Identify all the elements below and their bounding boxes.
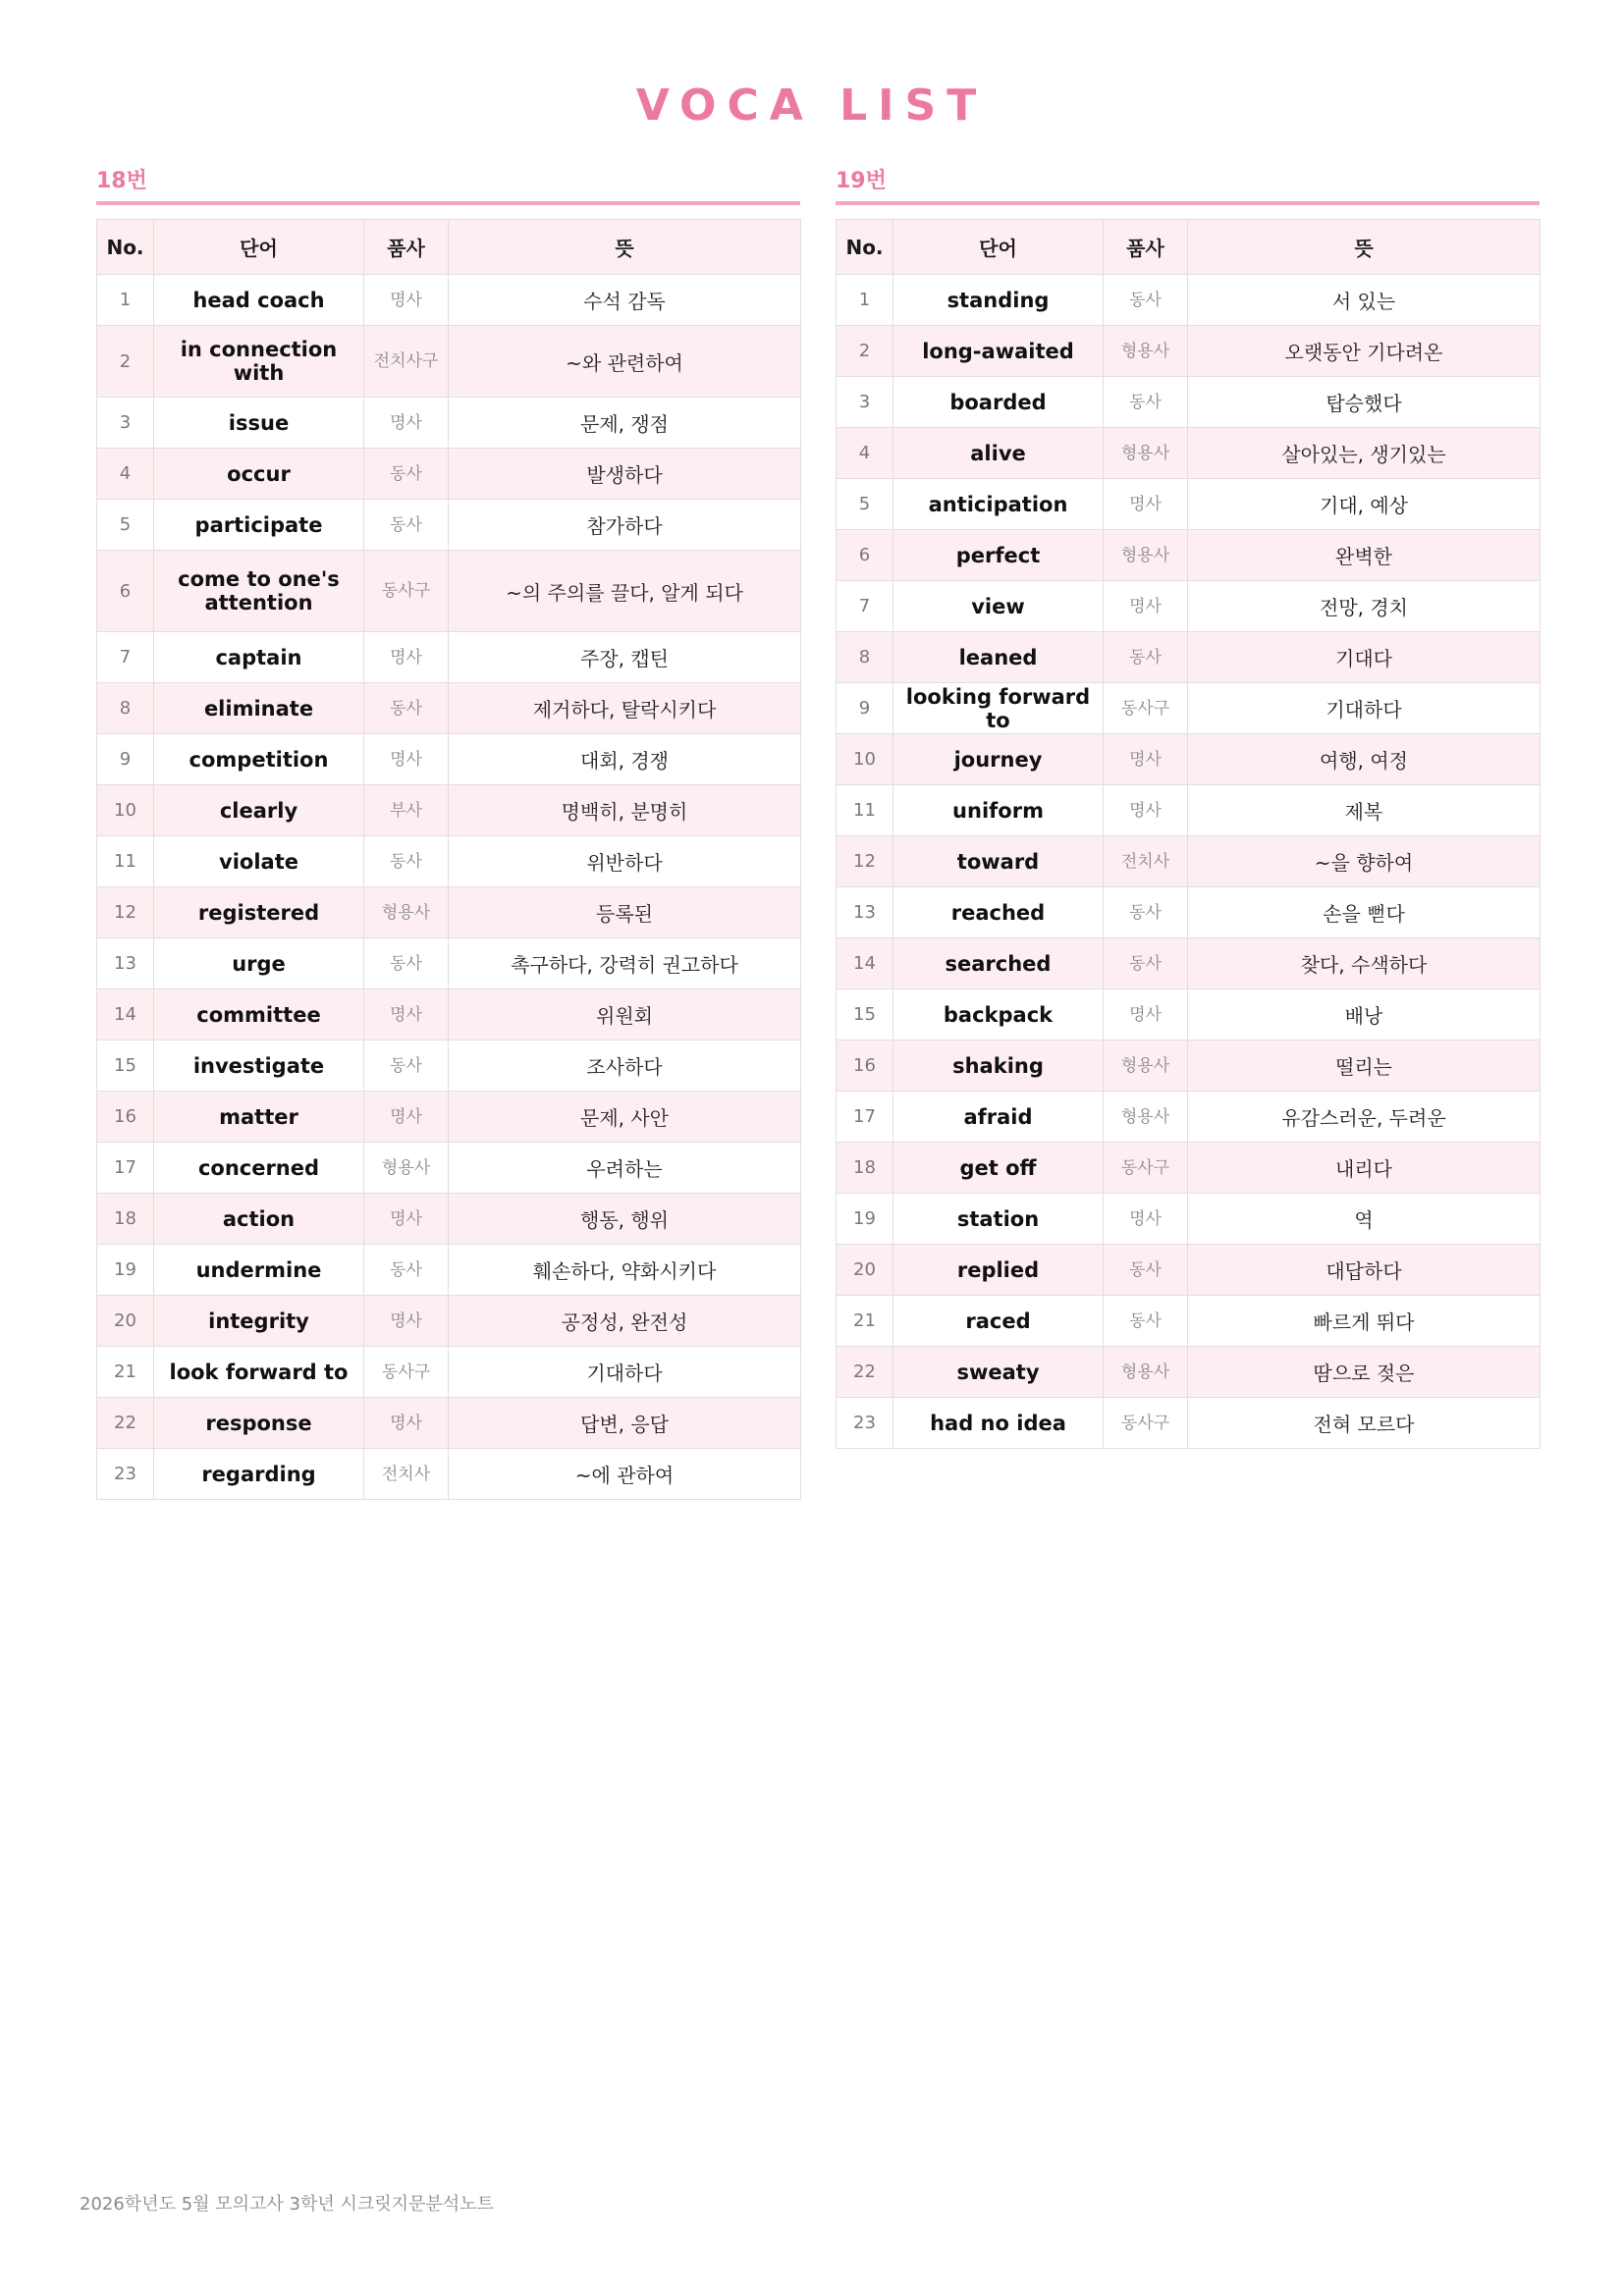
row-meaning: 참가하다 (449, 500, 801, 551)
row-meaning: 촉구하다, 강력히 권고하다 (449, 938, 801, 989)
row-word: leaned (893, 632, 1104, 683)
table-row (837, 938, 1541, 989)
table-row (837, 785, 1541, 836)
row-word: clearly (154, 785, 364, 836)
row-no: 14 (837, 938, 893, 989)
row-no: 23 (97, 1449, 154, 1500)
row-no: 7 (837, 581, 893, 632)
row-no: 18 (97, 1194, 154, 1245)
header-word: 단어 (893, 220, 1104, 275)
row-word: come to one's attention (154, 551, 364, 632)
table-row (97, 1245, 801, 1296)
page-title: VOCA LIST (635, 80, 988, 131)
row-meaning: 행동, 행위 (449, 1194, 801, 1245)
row-pos: 동사구 (1104, 1398, 1188, 1449)
row-meaning: 찾다, 수색하다 (1188, 938, 1541, 989)
row-word: perfect (893, 530, 1104, 581)
table-row (97, 326, 801, 398)
row-word: anticipation (893, 479, 1104, 530)
table-row (837, 581, 1541, 632)
row-pos: 형용사 (364, 887, 449, 938)
row-no: 5 (97, 500, 154, 551)
row-meaning: 배낭 (1188, 989, 1541, 1041)
row-word: committee (154, 989, 364, 1041)
row-meaning: 내리다 (1188, 1143, 1541, 1194)
row-word: looking forward to (893, 683, 1104, 734)
table-row (97, 1041, 801, 1092)
row-no: 2 (837, 326, 893, 377)
row-meaning: 답변, 응답 (449, 1398, 801, 1449)
table-header-row (97, 220, 801, 275)
row-no: 10 (97, 785, 154, 836)
table-row (837, 683, 1541, 734)
row-word: long-awaited (893, 326, 1104, 377)
row-pos: 명사 (364, 1296, 449, 1347)
row-meaning: 대답하다 (1188, 1245, 1541, 1296)
row-word: undermine (154, 1245, 364, 1296)
row-meaning: 여행, 여정 (1188, 734, 1541, 785)
header-meaning: 뜻 (1188, 220, 1541, 275)
row-pos: 동사구 (364, 551, 449, 632)
row-no: 15 (97, 1041, 154, 1092)
table-row (837, 1194, 1541, 1245)
section-18 (96, 165, 800, 1500)
row-word: uniform (893, 785, 1104, 836)
table-row (97, 1398, 801, 1449)
row-word: raced (893, 1296, 1104, 1347)
row-meaning: 기대다 (1188, 632, 1541, 683)
row-meaning: 기대하다 (1188, 683, 1541, 734)
row-pos: 명사 (364, 1194, 449, 1245)
table-row (837, 1296, 1541, 1347)
row-pos: 명사 (364, 275, 449, 326)
row-pos: 동사 (364, 500, 449, 551)
row-word: alive (893, 428, 1104, 479)
table-row (97, 836, 801, 887)
table-row (97, 1194, 801, 1245)
row-no: 22 (837, 1347, 893, 1398)
row-meaning: 수석 감독 (449, 275, 801, 326)
row-no: 16 (837, 1041, 893, 1092)
row-pos: 동사 (1104, 938, 1188, 989)
row-meaning: 위반하다 (449, 836, 801, 887)
row-no: 17 (97, 1143, 154, 1194)
row-no: 21 (837, 1296, 893, 1347)
row-meaning: ~와 관련하여 (449, 326, 801, 398)
row-meaning: 빠르게 뛰다 (1188, 1296, 1541, 1347)
row-pos: 동사 (1104, 1296, 1188, 1347)
row-no: 11 (837, 785, 893, 836)
row-word: participate (154, 500, 364, 551)
row-no: 17 (837, 1092, 893, 1143)
row-pos: 명사 (364, 1092, 449, 1143)
table-row (97, 500, 801, 551)
row-pos: 부사 (364, 785, 449, 836)
row-no: 1 (97, 275, 154, 326)
page-footer: 2026학년도 5월 모의고사 3학년 시크릿지문분석노트 (80, 2194, 494, 2215)
row-word: urge (154, 938, 364, 989)
header-pos: 품사 (1104, 220, 1188, 275)
row-no: 18 (837, 1143, 893, 1194)
row-no: 13 (97, 938, 154, 989)
row-pos: 형용사 (1104, 1041, 1188, 1092)
row-pos: 명사 (364, 632, 449, 683)
row-no: 23 (837, 1398, 893, 1449)
table-row (837, 1398, 1541, 1449)
row-meaning: 공정성, 완전성 (449, 1296, 801, 1347)
row-meaning: 발생하다 (449, 449, 801, 500)
row-pos: 전치사 (364, 1449, 449, 1500)
row-word: competition (154, 734, 364, 785)
row-word: integrity (154, 1296, 364, 1347)
row-word: investigate (154, 1041, 364, 1092)
row-no: 4 (837, 428, 893, 479)
row-pos: 동사 (1104, 632, 1188, 683)
row-meaning: 명백히, 분명히 (449, 785, 801, 836)
row-no: 8 (837, 632, 893, 683)
row-word: eliminate (154, 683, 364, 734)
header-no: No. (97, 220, 154, 275)
row-pos: 동사 (364, 1041, 449, 1092)
row-pos: 명사 (1104, 785, 1188, 836)
row-meaning: 훼손하다, 약화시키다 (449, 1245, 801, 1296)
row-word: occur (154, 449, 364, 500)
table-row (837, 1041, 1541, 1092)
row-meaning: 땀으로 젖은 (1188, 1347, 1541, 1398)
row-pos: 동사구 (1104, 1143, 1188, 1194)
table-row (97, 398, 801, 449)
row-word: concerned (154, 1143, 364, 1194)
row-meaning: 제거하다, 탈락시키다 (449, 683, 801, 734)
vocab-table (96, 219, 801, 1500)
table-row (97, 1347, 801, 1398)
row-word: issue (154, 398, 364, 449)
table-row (837, 989, 1541, 1041)
row-no: 1 (837, 275, 893, 326)
table-row (97, 275, 801, 326)
table-row (837, 479, 1541, 530)
row-word: response (154, 1398, 364, 1449)
row-pos: 동사 (364, 938, 449, 989)
table-row (837, 377, 1541, 428)
row-no: 22 (97, 1398, 154, 1449)
row-no: 19 (97, 1245, 154, 1296)
row-word: regarding (154, 1449, 364, 1500)
section-divider (836, 201, 1540, 205)
row-meaning: 조사하다 (449, 1041, 801, 1092)
table-header-row (837, 220, 1541, 275)
row-meaning: ~에 관하여 (449, 1449, 801, 1500)
row-no: 13 (837, 887, 893, 938)
table-row (97, 989, 801, 1041)
header-meaning: 뜻 (449, 220, 801, 275)
row-meaning: 대회, 경쟁 (449, 734, 801, 785)
row-word: standing (893, 275, 1104, 326)
section-title: 19번 (836, 169, 887, 193)
table-row (97, 683, 801, 734)
row-meaning: 문제, 쟁점 (449, 398, 801, 449)
row-word: journey (893, 734, 1104, 785)
row-pos: 형용사 (1104, 428, 1188, 479)
row-pos: 형용사 (1104, 530, 1188, 581)
row-no: 20 (97, 1296, 154, 1347)
row-word: in connection with (154, 326, 364, 398)
row-no: 8 (97, 683, 154, 734)
row-no: 5 (837, 479, 893, 530)
row-no: 9 (837, 683, 893, 734)
row-meaning: 살아있는, 생기있는 (1188, 428, 1541, 479)
row-word: had no idea (893, 1398, 1104, 1449)
row-meaning: 제복 (1188, 785, 1541, 836)
row-pos: 명사 (1104, 479, 1188, 530)
row-meaning: ~을 향하여 (1188, 836, 1541, 887)
row-no: 21 (97, 1347, 154, 1398)
row-word: head coach (154, 275, 364, 326)
row-meaning: 전혀 모르다 (1188, 1398, 1541, 1449)
row-pos: 명사 (1104, 734, 1188, 785)
row-pos: 동사 (1104, 377, 1188, 428)
row-word: look forward to (154, 1347, 364, 1398)
row-pos: 형용사 (364, 1143, 449, 1194)
row-pos: 명사 (1104, 1194, 1188, 1245)
row-no: 6 (837, 530, 893, 581)
table-row (837, 428, 1541, 479)
row-no: 4 (97, 449, 154, 500)
row-word: get off (893, 1143, 1104, 1194)
row-pos: 명사 (364, 1398, 449, 1449)
row-pos: 형용사 (1104, 326, 1188, 377)
row-meaning: 우려하는 (449, 1143, 801, 1194)
section-title: 18번 (96, 169, 147, 193)
table-row (97, 1296, 801, 1347)
row-meaning: 전망, 경치 (1188, 581, 1541, 632)
table-row (97, 785, 801, 836)
row-no: 14 (97, 989, 154, 1041)
row-word: matter (154, 1092, 364, 1143)
table-row (97, 449, 801, 500)
header-no: No. (837, 220, 893, 275)
section-19 (836, 165, 1540, 1449)
row-pos: 동사 (364, 1245, 449, 1296)
row-pos: 동사 (1104, 1245, 1188, 1296)
row-no: 20 (837, 1245, 893, 1296)
row-no: 12 (837, 836, 893, 887)
row-meaning: ~의 주의를 끌다, 알게 되다 (449, 551, 801, 632)
row-no: 11 (97, 836, 154, 887)
row-word: shaking (893, 1041, 1104, 1092)
table-row (837, 1092, 1541, 1143)
row-word: toward (893, 836, 1104, 887)
row-no: 9 (97, 734, 154, 785)
row-meaning: 기대하다 (449, 1347, 801, 1398)
section-divider (96, 201, 800, 205)
row-pos: 동사 (364, 683, 449, 734)
table-row (837, 1143, 1541, 1194)
table-row (837, 887, 1541, 938)
table-row (837, 632, 1541, 683)
row-word: boarded (893, 377, 1104, 428)
row-word: captain (154, 632, 364, 683)
vocab-table (836, 219, 1541, 1449)
table-row (97, 938, 801, 989)
row-meaning: 위원회 (449, 989, 801, 1041)
table-row (97, 887, 801, 938)
row-no: 10 (837, 734, 893, 785)
table-row (97, 1143, 801, 1194)
row-meaning: 서 있는 (1188, 275, 1541, 326)
table-row (97, 734, 801, 785)
row-pos: 전치사 (1104, 836, 1188, 887)
table-row (97, 1449, 801, 1500)
row-word: searched (893, 938, 1104, 989)
row-word: replied (893, 1245, 1104, 1296)
row-meaning: 문제, 사안 (449, 1092, 801, 1143)
row-no: 12 (97, 887, 154, 938)
table-row (837, 734, 1541, 785)
row-word: action (154, 1194, 364, 1245)
row-no: 2 (97, 326, 154, 398)
table-row (97, 632, 801, 683)
row-pos: 형용사 (1104, 1092, 1188, 1143)
row-word: backpack (893, 989, 1104, 1041)
row-no: 7 (97, 632, 154, 683)
row-word: registered (154, 887, 364, 938)
table-row (837, 275, 1541, 326)
table-row (837, 1245, 1541, 1296)
row-pos: 명사 (1104, 989, 1188, 1041)
row-pos: 동사 (364, 449, 449, 500)
table-row (837, 530, 1541, 581)
row-meaning: 떨리는 (1188, 1041, 1541, 1092)
header-pos: 품사 (364, 220, 449, 275)
row-word: view (893, 581, 1104, 632)
table-row (97, 1092, 801, 1143)
row-meaning: 주장, 캡틴 (449, 632, 801, 683)
row-meaning: 역 (1188, 1194, 1541, 1245)
table-row (837, 1347, 1541, 1398)
table-row (97, 551, 801, 632)
row-no: 16 (97, 1092, 154, 1143)
row-word: station (893, 1194, 1104, 1245)
row-no: 3 (97, 398, 154, 449)
row-meaning: 완벽한 (1188, 530, 1541, 581)
row-no: 15 (837, 989, 893, 1041)
row-meaning: 손을 뻗다 (1188, 887, 1541, 938)
row-pos: 명사 (364, 734, 449, 785)
table-row (837, 836, 1541, 887)
table-row (837, 326, 1541, 377)
row-meaning: 탑승했다 (1188, 377, 1541, 428)
row-no: 3 (837, 377, 893, 428)
row-pos: 명사 (364, 398, 449, 449)
row-pos: 동사 (364, 836, 449, 887)
row-pos: 동사 (1104, 887, 1188, 938)
row-word: sweaty (893, 1347, 1104, 1398)
row-pos: 명사 (1104, 581, 1188, 632)
row-pos: 동사 (1104, 275, 1188, 326)
row-meaning: 기대, 예상 (1188, 479, 1541, 530)
row-pos: 전치사구 (364, 326, 449, 398)
row-pos: 동사구 (364, 1347, 449, 1398)
row-pos: 명사 (364, 989, 449, 1041)
row-pos: 동사구 (1104, 683, 1188, 734)
row-word: afraid (893, 1092, 1104, 1143)
row-word: reached (893, 887, 1104, 938)
row-meaning: 오랫동안 기다려온 (1188, 326, 1541, 377)
row-no: 6 (97, 551, 154, 632)
row-meaning: 등록된 (449, 887, 801, 938)
row-no: 19 (837, 1194, 893, 1245)
row-pos: 형용사 (1104, 1347, 1188, 1398)
header-word: 단어 (154, 220, 364, 275)
row-word: violate (154, 836, 364, 887)
row-meaning: 유감스러운, 두려운 (1188, 1092, 1541, 1143)
